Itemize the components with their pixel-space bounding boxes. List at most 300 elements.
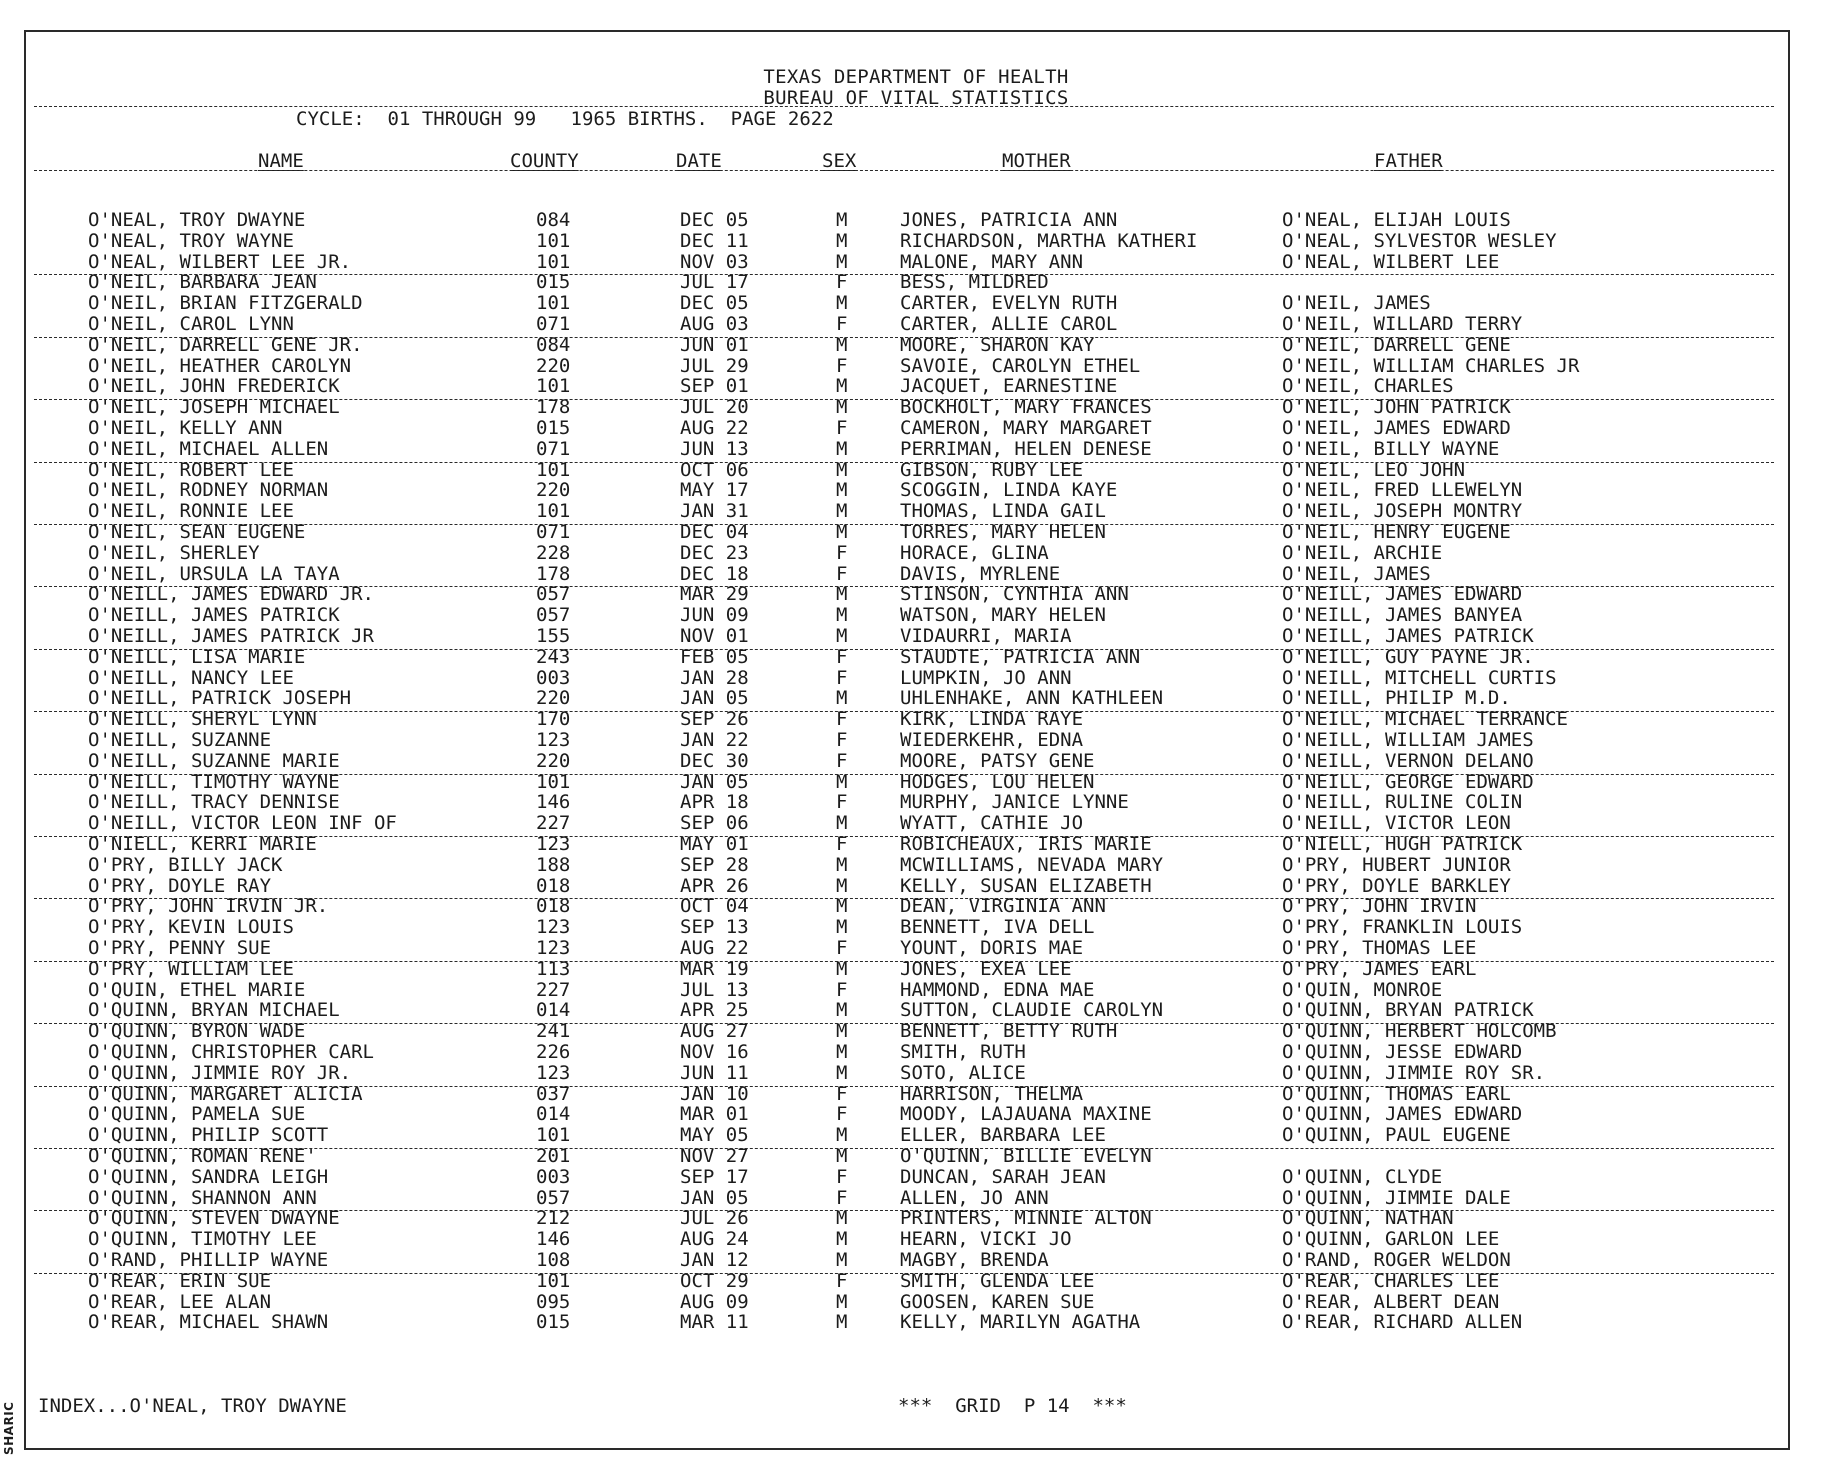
record-father: O'NEILL, VICTOR LEON bbox=[1282, 812, 1511, 835]
record-sex: M bbox=[836, 583, 848, 606]
record-mother: LUMPKIN, JO ANN bbox=[900, 666, 1072, 689]
record-mother: WIEDERKEHR, EDNA bbox=[900, 729, 1084, 751]
record-mother: DAVIS, MYRLENE bbox=[900, 562, 1061, 585]
record-mother: HORACE, GLINA bbox=[900, 541, 1049, 564]
record-sex: M bbox=[836, 396, 848, 419]
header-bureau: BUREAU OF VITAL STATISTICS bbox=[763, 87, 1069, 109]
record-name: O'QUINN, BYRON WADE bbox=[88, 1020, 306, 1043]
record-sex: F bbox=[836, 645, 848, 668]
record-father: O'QUINN, JIMMIE DALE bbox=[1282, 1186, 1511, 1209]
record-sex: M bbox=[836, 812, 848, 835]
record-sex: F bbox=[836, 937, 848, 959]
record-sex: M bbox=[836, 874, 848, 897]
record-county: 178 bbox=[536, 396, 571, 419]
record-row bbox=[0, 751, 1832, 772]
record-mother: KIRK, LINDA RAYE bbox=[900, 708, 1084, 731]
record-father: O'QUINN, GARLON LEE bbox=[1282, 1228, 1500, 1251]
record-row bbox=[0, 501, 1832, 522]
record-name: O'REAR, MICHAEL SHAWN bbox=[88, 1311, 329, 1334]
record-county: 220 bbox=[536, 354, 571, 377]
record-mother: DEAN, VIRGINIA ANN bbox=[900, 895, 1106, 918]
record-sex: M bbox=[836, 500, 848, 523]
record-mother: THOMAS, LINDA GAIL bbox=[900, 500, 1106, 523]
record-father: O'QUINN, JAMES EDWARD bbox=[1282, 1103, 1523, 1126]
record-father: O'NEIL, FRED LLEWELYN bbox=[1282, 479, 1523, 502]
record-sex: M bbox=[836, 957, 848, 980]
record-name: O'NEIL, CAROL LYNN bbox=[88, 313, 294, 335]
record-sex: F bbox=[836, 417, 848, 439]
record-county: 015 bbox=[536, 417, 571, 439]
record-county: 228 bbox=[536, 541, 571, 564]
record-date: JUN 01 bbox=[680, 333, 749, 356]
record-sex: F bbox=[836, 541, 848, 564]
row-separator bbox=[34, 524, 1774, 525]
row-separator bbox=[34, 1148, 1774, 1149]
record-mother: MURPHY, JANICE LYNNE bbox=[900, 791, 1129, 814]
row-separator bbox=[34, 1273, 1774, 1274]
record-date: JUL 17 bbox=[680, 271, 749, 294]
record-name: O'QUINN, MARGARET ALICIA bbox=[88, 1082, 363, 1105]
record-father: O'NEILL, JAMES EDWARD bbox=[1282, 583, 1523, 606]
record-row bbox=[0, 813, 1832, 834]
record-mother: SMITH, RUTH bbox=[900, 1041, 1026, 1063]
record-sex: M bbox=[836, 209, 848, 231]
record-row bbox=[0, 1125, 1832, 1146]
record-father: O'QUINN, JIMMIE ROY SR. bbox=[1282, 1061, 1546, 1084]
record-date: AUG 03 bbox=[680, 313, 749, 335]
record-mother: PRINTERS, MINNIE ALTON bbox=[900, 1207, 1152, 1230]
record-name: O'NEAL, TROY WAYNE bbox=[88, 229, 294, 252]
record-county: 018 bbox=[536, 874, 571, 897]
record-sex: M bbox=[836, 1290, 848, 1313]
record-row bbox=[0, 376, 1832, 397]
record-name: O'NEILL, SHERYL LYNN bbox=[88, 708, 317, 731]
record-sex: F bbox=[836, 1082, 848, 1105]
record-mother: RICHARDSON, MARTHA KATHERI bbox=[900, 229, 1198, 252]
record-sex: M bbox=[836, 1145, 848, 1167]
record-mother: STAUDTE, PATRICIA ANN bbox=[900, 645, 1141, 668]
record-father: O'NEIL, CHARLES bbox=[1282, 375, 1454, 398]
record-row bbox=[0, 772, 1832, 793]
record-father: O'NEIL, LEO JOHN bbox=[1282, 458, 1466, 481]
record-father: O'PRY, THOMAS LEE bbox=[1282, 937, 1477, 959]
record-name: O'NEILL, JAMES PATRICK JR bbox=[88, 625, 374, 647]
record-name: O'NIELL, KERRI MARIE bbox=[88, 833, 317, 855]
record-father: O'NEIL, JOHN PATRICK bbox=[1282, 396, 1511, 419]
record-county: 101 bbox=[536, 229, 571, 252]
record-row bbox=[0, 439, 1832, 460]
record-name: O'NEILL, LISA MARIE bbox=[88, 645, 306, 668]
record-father: O'QUINN, JESSE EDWARD bbox=[1282, 1041, 1523, 1063]
record-date: DEC 18 bbox=[680, 562, 749, 585]
record-row bbox=[0, 1146, 1832, 1167]
header-rule-top bbox=[34, 106, 1774, 107]
record-county: 003 bbox=[536, 1165, 571, 1188]
record-father: O'NEILL, VERNON DELANO bbox=[1282, 749, 1534, 772]
record-mother: WYATT, CATHIE JO bbox=[900, 812, 1084, 835]
record-father: O'NEILL, MICHAEL TERRANCE bbox=[1282, 708, 1568, 731]
record-row bbox=[0, 252, 1832, 273]
record-date: JUN 13 bbox=[680, 437, 749, 460]
record-name: O'RAND, PHILLIP WAYNE bbox=[88, 1249, 329, 1271]
row-separator bbox=[34, 836, 1774, 837]
record-row bbox=[0, 709, 1832, 730]
record-name: O'QUINN, TIMOTHY LEE bbox=[88, 1228, 317, 1251]
record-county: 113 bbox=[536, 957, 571, 980]
record-row bbox=[0, 480, 1832, 501]
record-father: O'REAR, RICHARD ALLEN bbox=[1282, 1311, 1523, 1334]
record-date: JAN 31 bbox=[680, 500, 749, 523]
record-father: O'PRY, DOYLE BARKLEY bbox=[1282, 874, 1511, 897]
record-row bbox=[0, 938, 1832, 959]
record-mother: DUNCAN, SARAH JEAN bbox=[900, 1165, 1106, 1188]
record-row bbox=[0, 522, 1832, 543]
record-mother: ELLER, BARBARA LEE bbox=[900, 1124, 1106, 1147]
footer-index: INDEX...O'NEAL, TROY DWAYNE bbox=[38, 1395, 347, 1417]
record-county: 188 bbox=[536, 853, 571, 876]
record-row bbox=[0, 647, 1832, 668]
column-header-father: FATHER bbox=[1374, 150, 1443, 172]
record-date: APR 26 bbox=[680, 874, 749, 897]
record-county: 057 bbox=[536, 1186, 571, 1209]
record-date: JAN 05 bbox=[680, 1186, 749, 1209]
record-county: 220 bbox=[536, 749, 571, 772]
record-sex: M bbox=[836, 999, 848, 1022]
record-name: O'QUINN, CHRISTOPHER CARL bbox=[88, 1041, 374, 1063]
record-county: 014 bbox=[536, 1103, 571, 1126]
record-name: O'NEILL, TIMOTHY WAYNE bbox=[88, 770, 340, 793]
record-row bbox=[0, 335, 1832, 356]
record-mother: SCOGGIN, LINDA KAYE bbox=[900, 479, 1118, 502]
record-date: DEC 11 bbox=[680, 229, 749, 252]
record-father: O'NEILL, JAMES BANYEA bbox=[1282, 604, 1523, 627]
header-cycle: CYCLE: 01 THROUGH 99 1965 BIRTHS. PAGE 2622 bbox=[296, 108, 834, 130]
record-county: 101 bbox=[536, 1269, 571, 1292]
record-mother: BENNETT, IVA DELL bbox=[900, 916, 1095, 939]
record-date: DEC 05 bbox=[680, 292, 749, 315]
record-father: O'QUIN, MONROE bbox=[1282, 978, 1443, 1001]
record-father: O'NEIL, HENRY EUGENE bbox=[1282, 521, 1511, 543]
record-name: O'NEIL, MICHAEL ALLEN bbox=[88, 437, 329, 460]
record-county: 241 bbox=[536, 1020, 571, 1043]
record-name: O'NEILL, SUZANNE bbox=[88, 729, 272, 751]
record-date: DEC 30 bbox=[680, 749, 749, 772]
record-name: O'QUINN, SANDRA LEIGH bbox=[88, 1165, 329, 1188]
record-sex: F bbox=[836, 833, 848, 855]
record-name: O'NEILL, PATRICK JOSEPH bbox=[88, 687, 352, 710]
record-row bbox=[0, 1000, 1832, 1021]
record-row bbox=[0, 272, 1832, 293]
record-county: 084 bbox=[536, 209, 571, 231]
record-mother: MOODY, LAJAUANA MAXINE bbox=[900, 1103, 1152, 1126]
record-date: JUL 26 bbox=[680, 1207, 749, 1230]
record-father: O'PRY, HUBERT JUNIOR bbox=[1282, 853, 1511, 876]
record-row bbox=[0, 855, 1832, 876]
record-mother: MAGBY, BRENDA bbox=[900, 1249, 1049, 1271]
row-separator bbox=[34, 961, 1774, 962]
record-county: 071 bbox=[536, 521, 571, 543]
record-mother: BOCKHOLT, MARY FRANCES bbox=[900, 396, 1152, 419]
record-sex: M bbox=[836, 437, 848, 460]
record-date: OCT 06 bbox=[680, 458, 749, 481]
record-sex: M bbox=[836, 375, 848, 398]
record-row bbox=[0, 1292, 1832, 1313]
row-separator bbox=[34, 274, 1774, 275]
record-father: O'NIELL, HUGH PATRICK bbox=[1282, 833, 1523, 855]
record-county: 146 bbox=[536, 791, 571, 814]
record-row bbox=[0, 1208, 1832, 1229]
record-sex: M bbox=[836, 292, 848, 315]
record-father: O'QUINN, CLYDE bbox=[1282, 1165, 1443, 1188]
record-father: O'REAR, CHARLES LEE bbox=[1282, 1269, 1500, 1292]
record-mother: SUTTON, CLAUDIE CAROLYN bbox=[900, 999, 1164, 1022]
record-sex: F bbox=[836, 562, 848, 585]
record-mother: HEARN, VICKI JO bbox=[900, 1228, 1072, 1251]
record-father: O'NEILL, MITCHELL CURTIS bbox=[1282, 666, 1557, 689]
record-date: AUG 27 bbox=[680, 1020, 749, 1043]
record-county: 212 bbox=[536, 1207, 571, 1230]
record-county: 101 bbox=[536, 375, 571, 398]
column-header-mother: MOTHER bbox=[1002, 150, 1071, 172]
record-county: 101 bbox=[536, 250, 571, 273]
record-sex: F bbox=[836, 1269, 848, 1292]
record-row bbox=[0, 668, 1832, 689]
record-county: 123 bbox=[536, 1061, 571, 1084]
record-sex: M bbox=[836, 1311, 848, 1334]
record-county: 123 bbox=[536, 729, 571, 751]
record-row bbox=[0, 730, 1832, 751]
record-date: DEC 05 bbox=[680, 209, 749, 231]
record-county: 226 bbox=[536, 1041, 571, 1063]
record-row bbox=[0, 959, 1832, 980]
column-header-sex: SEX bbox=[822, 150, 857, 172]
record-name: O'NEAL, TROY DWAYNE bbox=[88, 209, 306, 231]
record-row bbox=[0, 231, 1832, 252]
record-name: O'PRY, KEVIN LOUIS bbox=[88, 916, 294, 939]
record-row bbox=[0, 314, 1832, 335]
record-row bbox=[0, 460, 1832, 481]
record-name: O'NEILL, TRACY DENNISE bbox=[88, 791, 340, 814]
record-date: SEP 17 bbox=[680, 1165, 749, 1188]
record-date: SEP 01 bbox=[680, 375, 749, 398]
record-name: O'QUIN, ETHEL MARIE bbox=[88, 978, 306, 1001]
record-mother: ALLEN, JO ANN bbox=[900, 1186, 1049, 1209]
record-name: O'NEIL, RODNEY NORMAN bbox=[88, 479, 329, 502]
record-date: JUN 09 bbox=[680, 604, 749, 627]
record-date: MAY 17 bbox=[680, 479, 749, 502]
record-sex: M bbox=[836, 916, 848, 939]
row-separator bbox=[34, 711, 1774, 712]
record-sex: F bbox=[836, 1103, 848, 1126]
record-sex: M bbox=[836, 853, 848, 876]
record-county: 015 bbox=[536, 271, 571, 294]
record-mother: YOUNT, DORIS MAE bbox=[900, 937, 1084, 959]
record-row bbox=[0, 1021, 1832, 1042]
record-row bbox=[0, 1271, 1832, 1292]
record-row bbox=[0, 1188, 1832, 1209]
record-date: SEP 06 bbox=[680, 812, 749, 835]
record-name: O'NEIL, KELLY ANN bbox=[88, 417, 283, 439]
record-father: O'NEAL, SYLVESTOR WESLEY bbox=[1282, 229, 1557, 252]
record-name: O'QUINN, PHILIP SCOTT bbox=[88, 1124, 329, 1147]
record-row bbox=[0, 210, 1832, 231]
record-row bbox=[0, 564, 1832, 585]
record-mother: HARRISON, THELMA bbox=[900, 1082, 1084, 1105]
record-sex: M bbox=[836, 895, 848, 918]
record-father: O'NEILL, GUY PAYNE JR. bbox=[1282, 645, 1534, 668]
record-county: 123 bbox=[536, 916, 571, 939]
record-sex: M bbox=[836, 250, 848, 273]
record-county: 084 bbox=[536, 333, 571, 356]
record-father: O'NEIL, BILLY WAYNE bbox=[1282, 437, 1500, 460]
row-separator bbox=[34, 586, 1774, 587]
record-sex: M bbox=[836, 333, 848, 356]
record-father: O'PRY, FRANKLIN LOUIS bbox=[1282, 916, 1523, 939]
row-separator bbox=[34, 898, 1774, 899]
row-separator bbox=[34, 337, 1774, 338]
record-date: JUL 29 bbox=[680, 354, 749, 377]
column-header-county: COUNTY bbox=[510, 150, 579, 172]
record-row bbox=[0, 688, 1832, 709]
record-sex: M bbox=[836, 229, 848, 252]
record-mother: O'QUINN, BILLIE EVELYN bbox=[900, 1145, 1152, 1167]
record-date: AUG 09 bbox=[680, 1290, 749, 1313]
record-row bbox=[0, 1167, 1832, 1188]
record-mother: PERRIMAN, HELEN DENESE bbox=[900, 437, 1152, 460]
header-department: TEXAS DEPARTMENT OF HEALTH bbox=[763, 66, 1069, 88]
record-name: O'NEILL, JAMES EDWARD JR. bbox=[88, 583, 374, 606]
record-county: 071 bbox=[536, 313, 571, 335]
record-row bbox=[0, 917, 1832, 938]
record-county: 201 bbox=[536, 1145, 571, 1167]
record-name: O'NEIL, JOHN FREDERICK bbox=[88, 375, 340, 398]
record-county: 101 bbox=[536, 458, 571, 481]
record-sex: M bbox=[836, 1228, 848, 1251]
record-county: 227 bbox=[536, 978, 571, 1001]
record-county: 178 bbox=[536, 562, 571, 585]
record-father: O'NEIL, JAMES bbox=[1282, 562, 1431, 585]
record-father: O'NEAL, ELIJAH LOUIS bbox=[1282, 209, 1511, 231]
record-sex: M bbox=[836, 1207, 848, 1230]
record-name: O'NEILL, VICTOR LEON INF OF bbox=[88, 812, 397, 835]
record-county: 108 bbox=[536, 1249, 571, 1271]
record-father: O'QUINN, THOMAS EARL bbox=[1282, 1082, 1511, 1105]
record-sex: F bbox=[836, 354, 848, 377]
record-date: JUL 20 bbox=[680, 396, 749, 419]
record-name: O'NEIL, SEAN EUGENE bbox=[88, 521, 306, 543]
record-sex: F bbox=[836, 313, 848, 335]
record-name: O'PRY, JOHN IRVIN JR. bbox=[88, 895, 329, 918]
record-row bbox=[0, 418, 1832, 439]
record-county: 220 bbox=[536, 479, 571, 502]
record-name: O'PRY, WILLIAM LEE bbox=[88, 957, 294, 980]
record-county: 170 bbox=[536, 708, 571, 731]
record-name: O'QUINN, PAMELA SUE bbox=[88, 1103, 306, 1126]
record-father: O'NEILL, WILLIAM JAMES bbox=[1282, 729, 1534, 751]
record-county: 003 bbox=[536, 666, 571, 689]
record-sex: M bbox=[836, 1061, 848, 1084]
record-mother: JONES, EXEA LEE bbox=[900, 957, 1072, 980]
record-row bbox=[0, 876, 1832, 897]
record-row bbox=[0, 1063, 1832, 1084]
record-name: O'REAR, ERIN SUE bbox=[88, 1269, 272, 1292]
record-father: O'NEIL, JOSEPH MONTRY bbox=[1282, 500, 1523, 523]
record-county: 095 bbox=[536, 1290, 571, 1313]
record-date: NOV 03 bbox=[680, 250, 749, 273]
record-county: 146 bbox=[536, 1228, 571, 1251]
record-father: O'NEIL, JAMES EDWARD bbox=[1282, 417, 1511, 439]
record-row bbox=[0, 1104, 1832, 1125]
record-mother: GOOSEN, KAREN SUE bbox=[900, 1290, 1095, 1313]
record-father: O'NEIL, JAMES bbox=[1282, 292, 1431, 315]
record-name: O'NEIL, URSULA LA TAYA bbox=[88, 562, 340, 585]
record-date: SEP 26 bbox=[680, 708, 749, 731]
record-date: JAN 05 bbox=[680, 770, 749, 793]
record-sex: F bbox=[836, 749, 848, 772]
record-date: SEP 13 bbox=[680, 916, 749, 939]
record-father: O'PRY, JOHN IRVIN bbox=[1282, 895, 1477, 918]
record-sex: F bbox=[836, 729, 848, 751]
row-separator bbox=[34, 399, 1774, 400]
record-row bbox=[0, 1229, 1832, 1250]
record-date: OCT 04 bbox=[680, 895, 749, 918]
record-mother: CAMERON, MARY MARGARET bbox=[900, 417, 1152, 439]
record-date: MAR 29 bbox=[680, 583, 749, 606]
record-row bbox=[0, 1250, 1832, 1271]
record-father: O'NEILL, PHILIP M.D. bbox=[1282, 687, 1511, 710]
record-sex: M bbox=[836, 687, 848, 710]
record-name: O'QUINN, BRYAN MICHAEL bbox=[88, 999, 340, 1022]
record-sex: F bbox=[836, 271, 848, 294]
column-header-name: NAME bbox=[258, 150, 304, 172]
record-date: NOV 01 bbox=[680, 625, 749, 647]
record-row bbox=[0, 1312, 1832, 1333]
footer-grid: *** GRID P 14 *** bbox=[898, 1395, 1127, 1417]
record-county: 227 bbox=[536, 812, 571, 835]
record-date: JAN 22 bbox=[680, 729, 749, 751]
column-header-date: DATE bbox=[676, 150, 722, 172]
record-county: 101 bbox=[536, 1124, 571, 1147]
record-father: O'RAND, ROGER WELDON bbox=[1282, 1249, 1511, 1271]
record-sex: M bbox=[836, 1249, 848, 1271]
record-row bbox=[0, 584, 1832, 605]
record-sex: F bbox=[836, 1165, 848, 1188]
record-sex: M bbox=[836, 479, 848, 502]
record-mother: STINSON, CYNTHIA ANN bbox=[900, 583, 1129, 606]
record-name: O'NEIL, RONNIE LEE bbox=[88, 500, 294, 523]
record-name: O'QUINN, STEVEN DWAYNE bbox=[88, 1207, 340, 1230]
record-name: O'NEIL, BARBARA JEAN bbox=[88, 271, 317, 294]
record-county: 071 bbox=[536, 437, 571, 460]
record-father: O'QUINN, NATHAN bbox=[1282, 1207, 1454, 1230]
record-name: O'NEIL, SHERLEY bbox=[88, 541, 260, 564]
record-sex: M bbox=[836, 1020, 848, 1043]
record-date: AUG 22 bbox=[680, 937, 749, 959]
record-date: JAN 28 bbox=[680, 666, 749, 689]
record-mother: UHLENHAKE, ANN KATHLEEN bbox=[900, 687, 1164, 710]
record-date: JUL 13 bbox=[680, 978, 749, 1001]
record-mother: HAMMOND, EDNA MAE bbox=[900, 978, 1095, 1001]
record-name: O'NEIL, HEATHER CAROLYN bbox=[88, 354, 352, 377]
record-county: 123 bbox=[536, 833, 571, 855]
record-name: O'QUINN, JIMMIE ROY JR. bbox=[88, 1061, 352, 1084]
record-row bbox=[0, 1084, 1832, 1105]
record-father: O'NEILL, RULINE COLIN bbox=[1282, 791, 1523, 814]
record-row bbox=[0, 397, 1832, 418]
record-father: O'QUINN, BRYAN PATRICK bbox=[1282, 999, 1534, 1022]
record-sex: F bbox=[836, 1186, 848, 1209]
record-sex: M bbox=[836, 1041, 848, 1063]
